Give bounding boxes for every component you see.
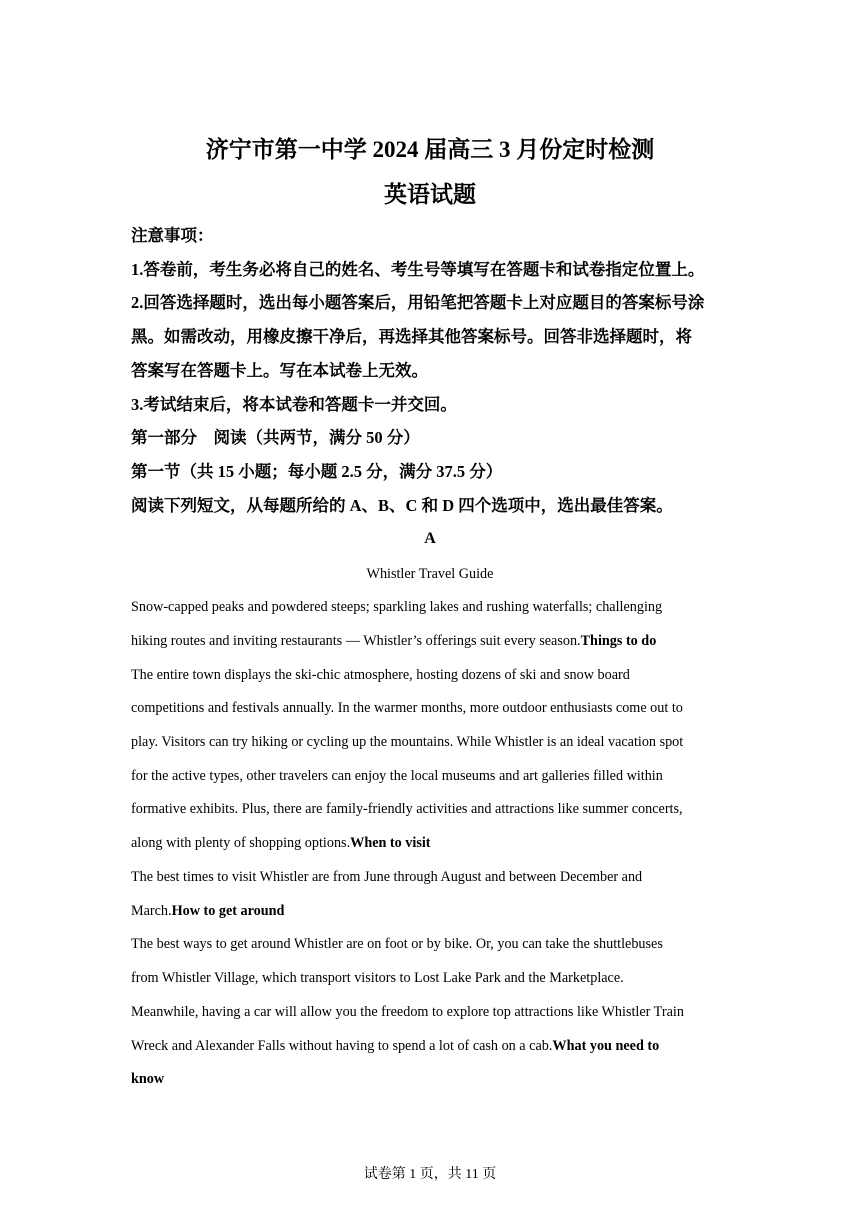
passage-label: A [424, 530, 436, 547]
exam-subtitle: 英语试题 [384, 182, 476, 207]
passage-line [131, 902, 731, 920]
passage-line: The best ways to get around Whistler are on foot or by bike. Or, you can take the shuttlebuses [131, 936, 663, 952]
section-direction: 阅读下列短文，从每题所给的 A、B、C 和 D 四个选项中，选出最佳答案。 [131, 496, 673, 515]
passage-line [131, 632, 731, 650]
subheading-when-to-visit: When to visit [350, 835, 431, 851]
passage-text: hiking routes and inviting restaurants — Whistler’s offerings suit every season. [131, 633, 581, 649]
subheading-continuation: know [131, 1071, 165, 1087]
subsection-heading: 第一节（共 15 小题；每小题 2.5 分，满分 37.5 分） [131, 462, 503, 481]
passage-line: formative exhibits. Plus, there are family-friendly activities and attractions like summer concerts, [131, 801, 683, 817]
page-footer: 试卷第 1 页，共 11 页 [363, 1167, 497, 1182]
instruction-item-2-line-3: 答案写在答题卡上。写在本试卷上无效。 [131, 361, 428, 380]
passage-text: along with plenty of shopping options. [131, 835, 351, 851]
passage-line [131, 834, 731, 852]
instructions-heading: 注意事项： [131, 226, 214, 245]
passage-line: play. Visitors can try hiking or cycling up the mountains. While Whistler is an ideal vacation spot [131, 734, 684, 750]
instruction-item-2-line-1: 2.回答选择题时，选出每小题答案后，用铅笔把答题卡上对应题目的答案标号涂 [131, 293, 705, 312]
instruction-item-1: 1.答卷前，考生务必将自己的姓名、考生号等填写在答题卡和试卷指定位置上。 [131, 260, 705, 279]
passage-line [131, 1037, 731, 1055]
subheading-how-to-get-around: How to get around [171, 903, 285, 919]
passage-line: The best times to visit Whistler are from June through August and between December and [131, 869, 643, 885]
passage-text: March. [131, 903, 172, 919]
passage-line: for the active types, other travelers can enjoy the local museums and art galleries filled within [131, 768, 663, 784]
exam-title: 济宁市第一中学 2024 届高三 3 月份定时检测 [205, 137, 655, 162]
subheading-what-you-need-to-know: What you need to [552, 1038, 660, 1054]
instruction-item-3: 3.考试结束后，将本试卷和答题卡一并交回。 [131, 395, 457, 414]
passage-text: Wreck and Alexander Falls without having to spend a lot of cash on a cab. [131, 1038, 553, 1054]
subheading-things-to-do: Things to do [580, 633, 657, 649]
passage-line: Meanwhile, having a car will allow you the freedom to explore top attractions like Whistler Train [131, 1004, 684, 1020]
section-part-heading: 第一部分 阅读（共两节，满分 50 分） [131, 428, 420, 447]
passage-line: competitions and festivals annually. In the warmer months, more outdoor enthusiasts come out to [131, 700, 683, 716]
passage-line: The entire town displays the ski-chic atmosphere, hosting dozens of ski and snow board [131, 667, 630, 683]
passage-line [131, 1070, 731, 1088]
instruction-item-2-line-2: 黑。如需改动，用橡皮擦干净后，再选择其他答案标号。回答非选择题时，将 [131, 327, 692, 346]
passage-title: Whistler Travel Guide [366, 566, 494, 582]
passage-line: from Whistler Village, which transport visitors to Lost Lake Park and the Marketplace. [131, 970, 624, 986]
passage-line: Snow-capped peaks and powdered steeps; sparkling lakes and rushing waterfalls; challenging [131, 599, 663, 615]
